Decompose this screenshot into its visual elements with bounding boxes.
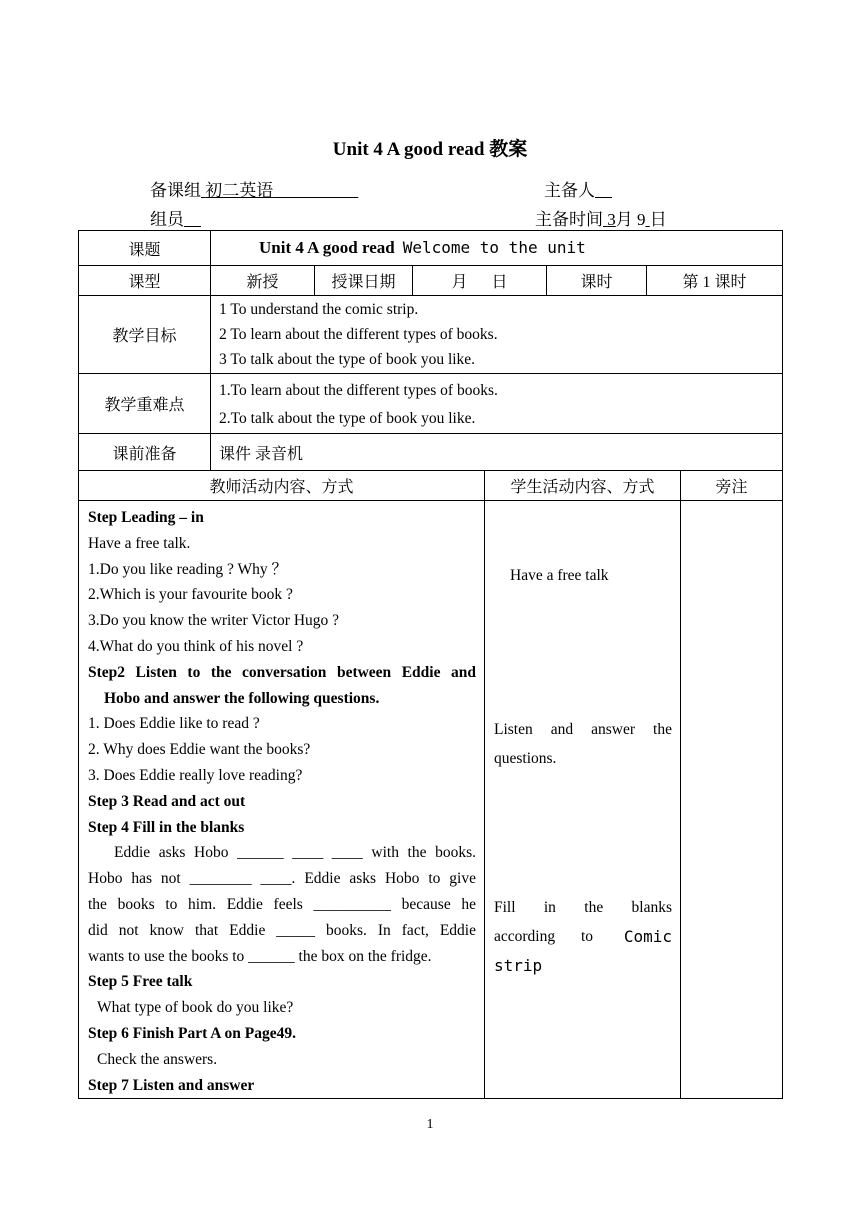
student-activity-2 xyxy=(494,715,672,773)
period-label: 课时 xyxy=(547,266,647,296)
step-line: 4.What do you think of his novel ? xyxy=(88,637,304,655)
step-line: Check the answers. xyxy=(97,1050,218,1068)
topic-row xyxy=(79,231,783,266)
lead-preparer xyxy=(544,176,612,201)
step-line: 2. Why does Eddie want the books? xyxy=(88,741,311,759)
objective-item: 1 To understand the comic strip. xyxy=(219,301,419,318)
type-label: 课型 xyxy=(79,266,211,296)
notes-cell xyxy=(681,501,783,1099)
step-title: Hobo and answer the following questions. xyxy=(104,689,380,707)
prep-label: 课前准备 xyxy=(79,434,211,471)
topic-value xyxy=(211,231,783,266)
step-line: 2.Which is your favourite book ? xyxy=(88,586,293,604)
fill-blank-line: the books to him. Eddie feels __________ because he xyxy=(88,895,476,913)
step-line: 3.Do you know the writer Victor Hugo ? xyxy=(88,612,340,630)
prep-value: 课件 录音机 xyxy=(211,434,783,471)
teacher-activities xyxy=(79,501,485,1099)
prep-row xyxy=(79,434,783,471)
step-line: What type of book do you like? xyxy=(97,999,294,1017)
student-activity-3-text: according to xyxy=(494,928,594,945)
student-activity-header: 学生活动内容、方式 xyxy=(485,471,681,501)
step-line: 1. Does Eddie like to read ? xyxy=(88,715,260,733)
page-number: 1 xyxy=(426,1117,434,1132)
student-activity-2-line: questions. xyxy=(494,750,557,767)
activities-row xyxy=(79,501,783,1099)
members xyxy=(150,205,201,230)
fill-blank-line: Eddie asks Hobo ______ ____ ____ with the books. xyxy=(114,844,476,862)
fill-blank-line: did not know that Eddie _____ books. In fact, Eddie xyxy=(88,921,476,939)
type-row xyxy=(79,266,783,296)
student-activity-1: Have a free talk xyxy=(510,567,609,584)
prep-date-month: 3 xyxy=(607,210,616,229)
type-value: 新授 xyxy=(211,266,315,296)
lead-preparer-label: 主备人 xyxy=(544,181,595,200)
step-title: Step 3 Read and act out xyxy=(88,792,246,810)
topic-subtitle: Welcome to the unit xyxy=(402,238,586,257)
teach-date-day: 日 xyxy=(491,274,508,291)
keypoint-item: 2.To talk about the type of book you like. xyxy=(219,409,476,427)
step-title: Step 7 Listen and answer xyxy=(88,1076,255,1094)
step-title: Step 5 Free talk xyxy=(88,973,193,991)
teach-date-month: 月 xyxy=(451,274,468,291)
notes-header: 旁注 xyxy=(681,471,783,501)
step-title: Step Leading – in xyxy=(88,509,204,526)
teach-date-label: 授课日期 xyxy=(315,266,413,296)
student-activity-3 xyxy=(494,893,672,980)
keypoints-list xyxy=(211,374,783,434)
step-title: Step 6 Finish Part A on Page49. xyxy=(88,1024,296,1042)
objectives-list xyxy=(211,296,783,374)
student-activity-3-line xyxy=(494,922,672,951)
lesson-plan-table xyxy=(78,230,783,1099)
keypoint-item: 1.To learn about the different types of books. xyxy=(219,381,498,399)
objectives-row xyxy=(79,296,783,374)
keypoints-label: 教学重难点 xyxy=(79,374,211,434)
prep-group xyxy=(150,176,358,201)
period-value: 第 1 课时 xyxy=(647,266,783,296)
student-activities xyxy=(485,501,681,1099)
student-activity-3-comic: Comic xyxy=(623,927,672,946)
student-activity-3-line: Fill in the blanks xyxy=(494,899,672,916)
prep-date-day-unit: 日 xyxy=(649,210,667,229)
columns-header-row xyxy=(79,471,783,501)
step-line: 3. Does Eddie really love reading? xyxy=(88,766,303,784)
prep-group-label: 备课组 xyxy=(150,181,201,200)
topic-unit: Unit 4 A good read xyxy=(259,238,395,257)
student-activity-2-line: Listen and answer the xyxy=(494,721,672,738)
prep-date-month-unit: 月 xyxy=(615,210,633,229)
topic-label: 课题 xyxy=(79,231,211,266)
members-label: 组员 xyxy=(150,210,184,229)
prep-date-label: 主备时间 xyxy=(535,210,603,229)
objective-item: 2 To learn about the different types of books. xyxy=(219,326,498,343)
step-title: Step2 Listen to the conversation between Eddie and xyxy=(88,663,476,681)
teach-date-value xyxy=(413,266,547,296)
student-activity-3-strip: strip xyxy=(494,956,543,975)
fill-blank-line: wants to use the books to ______ the box on the fridge. xyxy=(88,947,432,965)
step-line: Have a free talk. xyxy=(88,534,191,552)
objective-item: 3 To talk about the type of book you like. xyxy=(219,351,476,368)
prep-date xyxy=(535,205,667,230)
keypoints-row xyxy=(79,374,783,434)
prep-group-value: 初二英语 xyxy=(205,181,274,200)
document-title: Unit 4 A good read 教案 xyxy=(332,139,528,160)
objectives-label: 教学目标 xyxy=(79,296,211,374)
step-title: Step 4 Fill in the blanks xyxy=(88,818,245,836)
step-line: 1.Do you like reading ? Why ？ xyxy=(88,560,288,578)
fill-blank-line: Hobo has not ________ ____. Eddie asks Hobo to give xyxy=(88,870,476,888)
teacher-activity-header: 教师活动内容、方式 xyxy=(79,471,485,501)
prep-date-day: 9 xyxy=(637,210,646,229)
